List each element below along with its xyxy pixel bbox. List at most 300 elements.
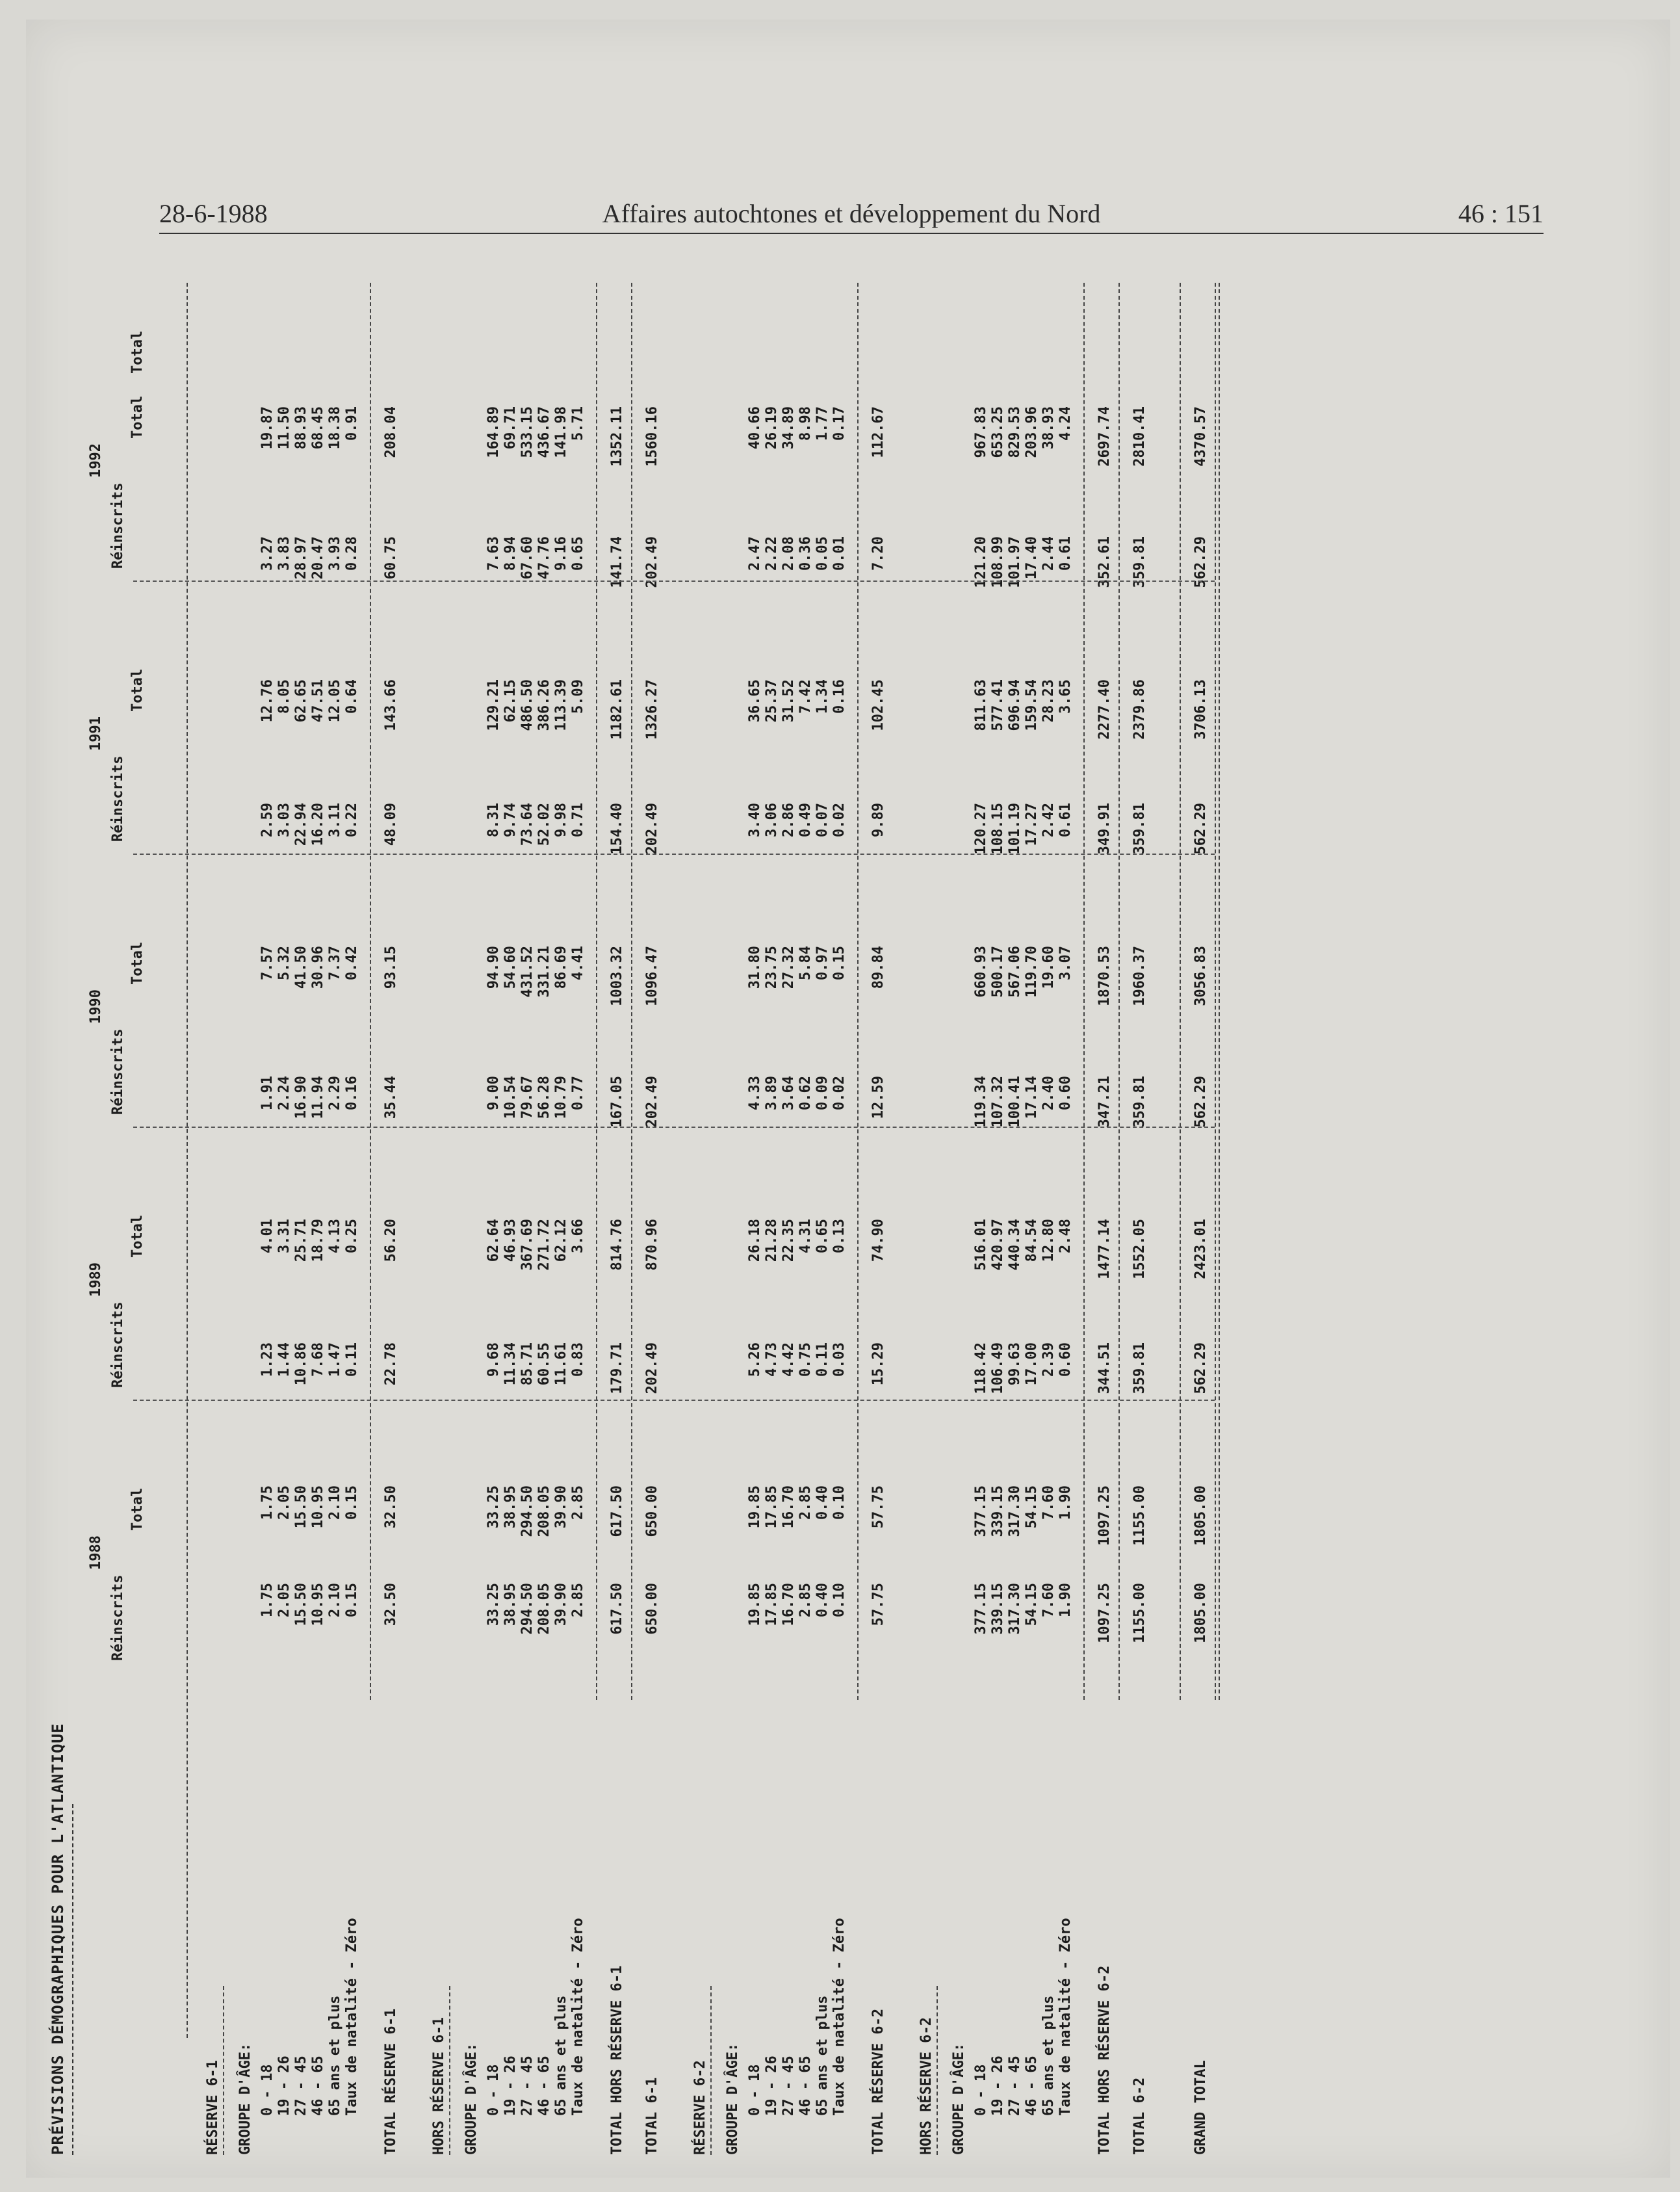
table-cell: 0.75 [797, 1342, 814, 1377]
group-total-cell: 202.49 [644, 803, 660, 855]
table-cell: 2.39 [1040, 1342, 1057, 1377]
table-cell: 38.95 [502, 1485, 519, 1529]
grand-total-rule [1180, 283, 1181, 1700]
section-total-cell: 617.50 [609, 1583, 625, 1635]
table-cell: 3.40 [747, 803, 763, 837]
table-cell: 0.13 [831, 1219, 847, 1253]
group-total-label: TOTAL 6-2 [1131, 2077, 1148, 2155]
table-cell: 47.51 [310, 679, 326, 723]
table-cell: 4.24 [1057, 406, 1074, 441]
table-cell: 3.07 [1057, 946, 1074, 980]
table-cell: 120.27 [973, 803, 989, 855]
table-cell: 440.34 [1007, 1219, 1023, 1271]
table-cell: 9.74 [502, 803, 519, 837]
table-cell: 54.15 [1024, 1485, 1040, 1529]
grand-total-cell: 562.29 [1193, 803, 1209, 855]
table-cell: 28.97 [293, 536, 309, 580]
table-cell: 56.28 [536, 1076, 552, 1119]
table-cell: 141.98 [553, 406, 569, 458]
section-total-cell: 1870.53 [1096, 946, 1113, 1006]
table-cell: 108.15 [990, 803, 1006, 855]
table-cell: 67.60 [519, 536, 536, 580]
header-date: 28-6-1988 [159, 199, 268, 228]
table-cell: 3.31 [276, 1219, 292, 1253]
table-cell: 0.07 [814, 803, 831, 837]
table-cell: 8.94 [502, 536, 519, 571]
table-cell: 339.15 [990, 1583, 1006, 1635]
table-cell: 68.45 [310, 406, 326, 450]
table-cell: 106.49 [990, 1342, 1006, 1394]
age-row-label: 46 - 65 [797, 2055, 814, 2116]
table-cell: 1.91 [259, 1076, 276, 1110]
table-cell: 317.30 [1007, 1583, 1023, 1635]
table-cell: 3.03 [276, 803, 292, 837]
table-cell: 2.42 [1040, 803, 1057, 837]
section-total-cell: 208.04 [383, 406, 399, 458]
table-cell: 119.34 [973, 1076, 989, 1128]
table-cell: 0.05 [814, 536, 831, 571]
section-total-cell: 32.50 [383, 1583, 399, 1626]
total-header: Total [129, 1487, 146, 1531]
table-cell: 420.97 [990, 1219, 1006, 1271]
table-cell: 22.94 [293, 803, 309, 846]
section-total-cell: 22.78 [383, 1342, 399, 1386]
table-cell: 85.71 [519, 1342, 536, 1386]
table-cell: 5.09 [570, 679, 586, 714]
table-cell: 28.23 [1040, 679, 1057, 723]
table-cell: 54.60 [502, 946, 519, 989]
table-cell: 10.86 [293, 1342, 309, 1386]
table-cell: 118.42 [973, 1342, 989, 1394]
age-row-label: 19 - 26 [990, 2055, 1006, 2116]
table-cell: 27.32 [781, 946, 797, 989]
group-total-cell: 1155.00 [1131, 1485, 1148, 1546]
section-total-cell: 1097.25 [1096, 1583, 1113, 1643]
table-cell: 0.25 [344, 1219, 360, 1253]
table-cell: 17.00 [1024, 1342, 1040, 1386]
table-cell: 271.72 [536, 1219, 552, 1271]
table-cell: 25.37 [764, 679, 780, 723]
table-cell: 0.65 [814, 1219, 831, 1253]
table-cell: 1.34 [814, 679, 831, 714]
table-cell: 0.28 [344, 536, 360, 571]
table-cell: 8.31 [485, 803, 502, 837]
header-rule [187, 283, 188, 2038]
section-total-cell: 15.29 [870, 1342, 886, 1386]
group-total-cell: 2810.41 [1131, 406, 1148, 467]
section-total-cell: 1477.14 [1096, 1219, 1113, 1279]
table-cell: 516.01 [973, 1219, 989, 1271]
table-cell: 294.50 [519, 1485, 536, 1537]
table-cell: 5.71 [570, 406, 586, 441]
total-header: Total [129, 1214, 146, 1258]
section-total-cell: 167.05 [609, 1076, 625, 1128]
table-cell: 16.70 [781, 1583, 797, 1626]
table-cell: 3.83 [276, 536, 292, 571]
table-cell: 696.94 [1007, 679, 1023, 731]
table-cell: 8.98 [797, 406, 814, 441]
table-cell: 2.40 [1040, 1076, 1057, 1110]
table-cell: 0.17 [831, 406, 847, 441]
table-cell: 46.93 [502, 1219, 519, 1262]
table-cell: 38.95 [502, 1583, 519, 1626]
table-cell: 7.60 [1040, 1485, 1057, 1520]
table-cell: 386.26 [536, 679, 552, 731]
age-row-label: 0 - 18 [973, 2064, 989, 2116]
age-row-label: 0 - 18 [485, 2064, 502, 2116]
table-cell: 4.73 [764, 1342, 780, 1377]
table-cell: 5.26 [747, 1342, 763, 1377]
age-row-label: 65 ans et plus [327, 1995, 343, 2116]
table-cell: 19.87 [259, 406, 276, 450]
table-cell: 101.97 [1007, 536, 1023, 588]
table-cell: 431.52 [519, 946, 536, 998]
table-cell: 2.08 [781, 536, 797, 571]
table-cell: 3.66 [570, 1219, 586, 1253]
table-cell: 16.20 [310, 803, 326, 846]
table-cell: 0.02 [831, 1076, 847, 1110]
table-cell: 62.12 [553, 1219, 569, 1262]
grand-total-cell: 562.29 [1193, 536, 1209, 588]
table-cell: 339.15 [990, 1485, 1006, 1537]
year-header: 1992 [88, 443, 104, 478]
section-total-cell: 35.44 [383, 1076, 399, 1119]
table-cell: 294.50 [519, 1583, 536, 1635]
section-total-cell: 1352.11 [609, 406, 625, 467]
section-total-cell: 102.45 [870, 679, 886, 731]
age-group-label: GROUPE D'ÂGE: [951, 2042, 967, 2155]
table-cell: 9.16 [553, 536, 569, 571]
table-cell: 0.65 [570, 536, 586, 571]
table-cell: 2.86 [781, 803, 797, 837]
age-row-label: 65 ans et plus [1040, 1995, 1057, 2116]
table-cell: 100.41 [1007, 1076, 1023, 1128]
table-cell: 0.15 [344, 1485, 360, 1520]
table-cell: 2.24 [276, 1076, 292, 1110]
table-cell: 10.54 [502, 1076, 519, 1119]
table-cell: 52.02 [536, 803, 552, 846]
group-total-cell: 202.49 [644, 1076, 660, 1128]
group-total-cell: 202.49 [644, 536, 660, 588]
age-row-label: 27 - 45 [293, 2055, 309, 2116]
table-cell: 0.09 [814, 1076, 831, 1110]
section-total-cell: 12.59 [870, 1076, 886, 1119]
header-page-number: 46 : 151 [1458, 199, 1544, 228]
table-cell: 0.71 [570, 803, 586, 837]
table-cell: 15.50 [293, 1485, 309, 1529]
table-cell: 0.61 [1057, 536, 1074, 571]
section-total-cell: 89.84 [870, 946, 886, 989]
table-cell: 2.05 [276, 1583, 292, 1617]
table-cell: 54.15 [1024, 1583, 1040, 1626]
table-cell: 436.67 [536, 406, 552, 458]
table-cell: 129.21 [485, 679, 502, 731]
group-total-rule [631, 283, 632, 1700]
table-cell: 5.32 [276, 946, 292, 980]
table-cell: 0.10 [831, 1485, 847, 1520]
section-total-cell: 154.40 [609, 803, 625, 855]
overall-total-header: Total [129, 330, 146, 374]
table-cell: 0.40 [814, 1583, 831, 1617]
table-cell: 7.37 [327, 946, 343, 980]
section-total-cell: 814.76 [609, 1219, 625, 1271]
header-title: Affaires autochtones et développement du Nord [602, 199, 1101, 228]
table-cell: 967.83 [973, 406, 989, 458]
table-cell: 4.33 [747, 1076, 763, 1110]
section-total-cell: 56.20 [383, 1219, 399, 1262]
page-header [159, 194, 1544, 234]
age-group-label: GROUPE D'ÂGE: [725, 2042, 741, 2155]
subtotal-rule [596, 283, 597, 1700]
table-cell: 36.65 [747, 679, 763, 723]
table-cell: 0.15 [344, 1583, 360, 1617]
section-total-cell: 347.21 [1096, 1076, 1113, 1128]
age-row-label: 19 - 26 [276, 2055, 292, 2116]
table-cell: 0.40 [814, 1485, 831, 1520]
grand-total-cell: 1805.00 [1193, 1485, 1209, 1546]
section-total-cell: 7.20 [870, 536, 886, 571]
group-total-cell: 870.96 [644, 1219, 660, 1271]
rotated-table-area [36, 231, 1615, 2161]
age-row-label: 27 - 45 [519, 2055, 536, 2116]
section-title-rule [710, 1986, 712, 2155]
table-cell: 2.85 [797, 1485, 814, 1520]
table-cell: 88.93 [293, 406, 309, 450]
table-cell: 0.02 [831, 803, 847, 837]
table-cell: 0.60 [1057, 1076, 1074, 1110]
table-cell: 62.65 [293, 679, 309, 723]
registered-header: Réinscrits [110, 482, 126, 569]
table-cell: 3.06 [764, 803, 780, 837]
section-total-cell: 143.66 [383, 679, 399, 731]
table-cell: 22.35 [781, 1219, 797, 1262]
age-group-label: GROUPE D'ÂGE: [237, 2042, 253, 2155]
group-total-cell: 650.00 [644, 1583, 660, 1635]
grand-total-cell: 2423.01 [1193, 1219, 1209, 1279]
column-separator [133, 1127, 1215, 1128]
table-cell: 0.91 [344, 406, 360, 441]
table-cell: 208.05 [536, 1485, 552, 1537]
registered-header: Réinscrits [110, 1028, 126, 1115]
projection-table [36, 231, 1609, 2155]
table-cell: 47.76 [536, 536, 552, 580]
table-cell: 121.20 [973, 536, 989, 588]
table-cell: 1.47 [327, 1342, 343, 1377]
age-group-label: GROUPE D'ÂGE: [463, 2042, 480, 2155]
grand-total-cell: 562.29 [1193, 1076, 1209, 1128]
table-cell: 17.14 [1024, 1076, 1040, 1119]
table-cell: 12.05 [327, 679, 343, 723]
table-cell: 2.85 [797, 1583, 814, 1617]
table-cell: 99.63 [1007, 1342, 1023, 1386]
group-total-cell: 359.81 [1131, 1342, 1148, 1394]
group-total-label: TOTAL 6-1 [644, 2077, 660, 2155]
section-title-rule [223, 1986, 224, 2155]
document-title [49, 1723, 73, 2155]
age-row-label: 27 - 45 [781, 2055, 797, 2116]
column-headers [88, 231, 172, 2155]
table-cell: 21.28 [764, 1219, 780, 1262]
table-cell: 8.05 [276, 679, 292, 714]
table-cell: 0.16 [344, 1076, 360, 1110]
table-cell: 86.69 [553, 946, 569, 989]
total-header: Total [129, 395, 146, 439]
table-cell: 11.61 [553, 1342, 569, 1386]
group-total-cell: 1155.00 [1131, 1583, 1148, 1643]
table-cell: 159.54 [1024, 679, 1040, 731]
table-cell: 18.38 [327, 406, 343, 450]
table-cell: 31.80 [747, 946, 763, 989]
table-cell: 41.50 [293, 946, 309, 989]
table-cell: 1.44 [276, 1342, 292, 1377]
table-cell: 4.01 [259, 1219, 276, 1253]
table-cell: 4.13 [327, 1219, 343, 1253]
table-cell: 2.47 [747, 536, 763, 571]
total-header: Total [129, 941, 146, 985]
table-cell: 317.30 [1007, 1485, 1023, 1537]
group-total-cell: 2379.86 [1131, 679, 1148, 740]
table-cell: 33.25 [485, 1583, 502, 1626]
section-total-cell: 2277.40 [1096, 679, 1113, 740]
table-cell: 69.71 [502, 406, 519, 450]
table-cell: 0.22 [344, 803, 360, 837]
column-separator [133, 854, 1215, 855]
table-cell: 3.64 [781, 1076, 797, 1110]
table-cell: 0.36 [797, 536, 814, 571]
age-row-label: 0 - 18 [259, 2064, 276, 2116]
age-row-label: 27 - 45 [1007, 2055, 1023, 2116]
group-total-cell: 359.81 [1131, 803, 1148, 855]
table-cell: 11.50 [276, 406, 292, 450]
table-cell: 2.10 [327, 1583, 343, 1617]
table-cell: 533.15 [519, 406, 536, 458]
age-row-label: Taux de natalité - Zéro [344, 1918, 360, 2116]
table-cell: 19.60 [1040, 946, 1057, 989]
final-double-rule [1215, 283, 1220, 1700]
table-cell: 3.11 [327, 803, 343, 837]
age-row-label: Taux de natalité - Zéro [1057, 1918, 1074, 2116]
section-total-label: TOTAL RÉSERVE 6-2 [870, 2008, 886, 2155]
table-cell: 19.85 [747, 1583, 763, 1626]
table-cell: 3.89 [764, 1076, 780, 1110]
group-total-cell: 359.81 [1131, 1076, 1148, 1128]
registered-header: Réinscrits [110, 1574, 126, 1661]
subtotal-rule [857, 283, 859, 1700]
group-total-cell: 1560.16 [644, 406, 660, 467]
table-cell: 0.03 [831, 1342, 847, 1377]
table-cell: 811.63 [973, 679, 989, 731]
table-cell: 0.97 [814, 946, 831, 980]
age-row-label: 0 - 18 [747, 2064, 763, 2116]
table-cell: 62.64 [485, 1219, 502, 1262]
section-total-label: TOTAL RÉSERVE 6-1 [383, 2008, 399, 2155]
table-cell: 16.70 [781, 1485, 797, 1529]
subtotal-rule [1083, 283, 1085, 1700]
table-cell: 18.79 [310, 1219, 326, 1262]
group-total-cell: 650.00 [644, 1485, 660, 1537]
table-cell: 1.23 [259, 1342, 276, 1377]
table-cell: 79.67 [519, 1076, 536, 1119]
table-cell: 3.65 [1057, 679, 1074, 714]
table-cell: 11.94 [310, 1076, 326, 1119]
table-cell: 2.85 [570, 1485, 586, 1520]
year-header: 1990 [88, 989, 104, 1024]
table-cell: 5.84 [797, 946, 814, 980]
section-total-cell: 2697.74 [1096, 406, 1113, 467]
table-cell: 108.99 [990, 536, 1006, 588]
section-title-rule [449, 1986, 450, 2155]
grand-total-cell: 3706.13 [1193, 679, 1209, 740]
age-row-label: Taux de natalité - Zéro [831, 1918, 847, 2116]
table-cell: 94.90 [485, 946, 502, 989]
grand-total-label: GRAND TOTAL [1193, 2060, 1209, 2155]
group-total-rule [1118, 283, 1120, 1700]
section-total-cell: 141.74 [609, 536, 625, 588]
table-cell: 19.85 [747, 1485, 763, 1529]
section-total-cell: 57.75 [870, 1485, 886, 1529]
section-total-cell: 93.15 [383, 946, 399, 989]
table-cell: 3.93 [327, 536, 343, 571]
table-cell: 38.93 [1040, 406, 1057, 450]
table-cell: 4.31 [797, 1219, 814, 1253]
section-title: RÉSERVE 6-1 [205, 2060, 221, 2155]
table-cell: 2.85 [570, 1583, 586, 1617]
table-cell: 0.11 [814, 1342, 831, 1377]
table-cell: 0.60 [1057, 1342, 1074, 1377]
table-cell: 17.85 [764, 1485, 780, 1529]
table-cell: 113.39 [553, 679, 569, 731]
title-underline [70, 1804, 73, 2155]
table-cell: 2.48 [1057, 1219, 1074, 1253]
group-total-cell: 202.49 [644, 1342, 660, 1394]
year-header: 1988 [88, 1535, 104, 1570]
table-cell: 39.90 [553, 1583, 569, 1626]
table-cell: 500.17 [990, 946, 1006, 998]
age-row-label: 46 - 65 [536, 2055, 552, 2116]
group-total-cell: 1096.47 [644, 946, 660, 1006]
table-cell: 829.53 [1007, 406, 1023, 458]
table-cell: 1.77 [814, 406, 831, 441]
table-cell: 567.06 [1007, 946, 1023, 998]
table-cell: 0.64 [344, 679, 360, 714]
registered-header: Réinscrits [110, 755, 126, 842]
table-cell: 0.16 [831, 679, 847, 714]
table-cell: 119.70 [1024, 946, 1040, 998]
section-total-cell: 344.51 [1096, 1342, 1113, 1394]
table-cell: 107.32 [990, 1076, 1006, 1128]
table-cell: 23.75 [764, 946, 780, 989]
table-cell: 15.50 [293, 1583, 309, 1626]
table-cell: 101.19 [1007, 803, 1023, 855]
table-cell: 7.57 [259, 946, 276, 980]
table-cell: 653.25 [990, 406, 1006, 458]
section-title-rule [937, 1986, 938, 2155]
section-title: HORS RÉSERVE 6-2 [918, 2017, 935, 2155]
section-total-label: TOTAL HORS RÉSERVE 6-2 [1096, 1965, 1113, 2155]
table-cell: 7.68 [310, 1342, 326, 1377]
table-cell: 377.15 [973, 1583, 989, 1635]
table-cell: 7.63 [485, 536, 502, 571]
column-separator [133, 1400, 1215, 1401]
table-cell: 26.18 [747, 1219, 763, 1262]
table-cell: 0.10 [831, 1583, 847, 1617]
section-total-cell: 48.09 [383, 803, 399, 846]
section-total-cell: 74.90 [870, 1219, 886, 1262]
table-cell: 577.41 [990, 679, 1006, 731]
table-cell: 10.79 [553, 1076, 569, 1119]
section-total-cell: 617.50 [609, 1485, 625, 1537]
table-cell: 16.90 [293, 1076, 309, 1119]
